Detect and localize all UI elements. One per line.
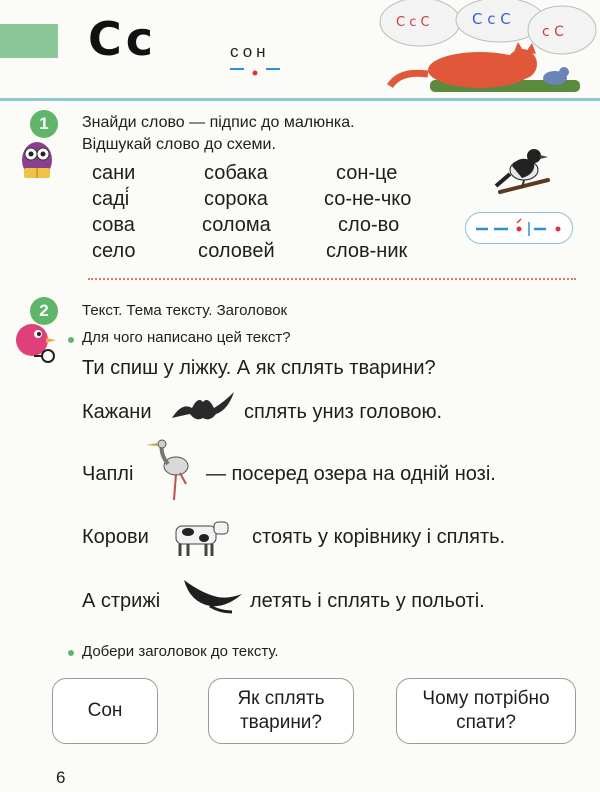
lesson-letters: Сс [88, 12, 158, 66]
owl-reader-icon [14, 136, 60, 184]
word-item: сорока [204, 188, 268, 210]
sound-scheme-marks [230, 66, 282, 76]
section-separator [88, 278, 576, 280]
header-rule [0, 98, 600, 101]
title-option-how-animals-sleep[interactable] [208, 678, 354, 744]
story-line-5-start: А стрижі [82, 590, 161, 612]
title-option-why-sleep[interactable] [396, 678, 576, 744]
word-item: собака [204, 162, 268, 184]
task-2-badge: 2 [30, 297, 58, 325]
task-1-instructions [82, 112, 355, 156]
title-option-text: Чому потрібно [422, 688, 550, 709]
word-item: село [92, 240, 136, 262]
word-item: сло-во [338, 214, 400, 236]
cow-picture [168, 516, 234, 558]
page-number: 6 [56, 768, 66, 787]
word-item: саді́ [92, 188, 130, 210]
story-line-3-end: — посеред озера на одній нозі. [206, 463, 496, 485]
magpie-picture [494, 140, 554, 202]
story-line-4-end: стоять у корівнику і сплять. [252, 526, 506, 548]
svg-text:c C: c C [542, 24, 564, 40]
task-2-heading: Текст. Тема тексту. Заголовок [82, 302, 288, 319]
swift-picture [180, 572, 244, 616]
reading-bird-icon [10, 318, 60, 368]
bullet-dot [68, 650, 74, 656]
word-item: сова [92, 214, 135, 236]
story-line-2-start: Кажани [82, 401, 152, 423]
word-item: сани [92, 162, 136, 184]
title-option-text: тварини? [239, 712, 322, 733]
word-item: солома [202, 214, 271, 236]
title-option-text: Як сплять [237, 688, 325, 709]
svg-text:C c C: C c C [472, 10, 511, 28]
title-option-text: спати? [456, 712, 516, 733]
word-scheme-diagram [474, 218, 566, 238]
heron-picture [146, 436, 198, 502]
word-scheme-label: сон [230, 42, 270, 61]
word-item: слов-ник [326, 240, 408, 262]
task-1-instruction-line: Знайди слово — підпис до малюнка. [82, 114, 355, 131]
task-1-instruction-line: Відшукай слово до схеми. [82, 136, 276, 153]
task-2-question: Для чого написано цей текст? [82, 329, 291, 346]
word-item: со-не-чко [324, 188, 412, 210]
task-1-badge: 1 [30, 110, 58, 138]
sleeping-cat-illustration [350, 0, 600, 96]
story-line-1: Ти спиш у ліжку. А як сплять тварини? [82, 357, 436, 379]
title-option-son[interactable] [52, 678, 158, 744]
story-line-5-end: летять і сплять у польоті. [250, 590, 485, 612]
word-item: сон-це [336, 162, 398, 184]
bullet-dot [68, 337, 74, 343]
story-line-2-end: сплять униз головою. [244, 401, 443, 423]
title-option-text: Сон [87, 700, 123, 721]
header-color-tab [0, 24, 58, 58]
story-line-4-start: Корови [82, 526, 149, 548]
bat-picture [170, 388, 236, 426]
word-item: соловей [198, 240, 275, 262]
svg-text:C c C: C c C [396, 15, 430, 30]
story-line-3-start: Чаплі [82, 463, 134, 485]
title-prompt: Добери заголовок до тексту. [82, 643, 279, 660]
